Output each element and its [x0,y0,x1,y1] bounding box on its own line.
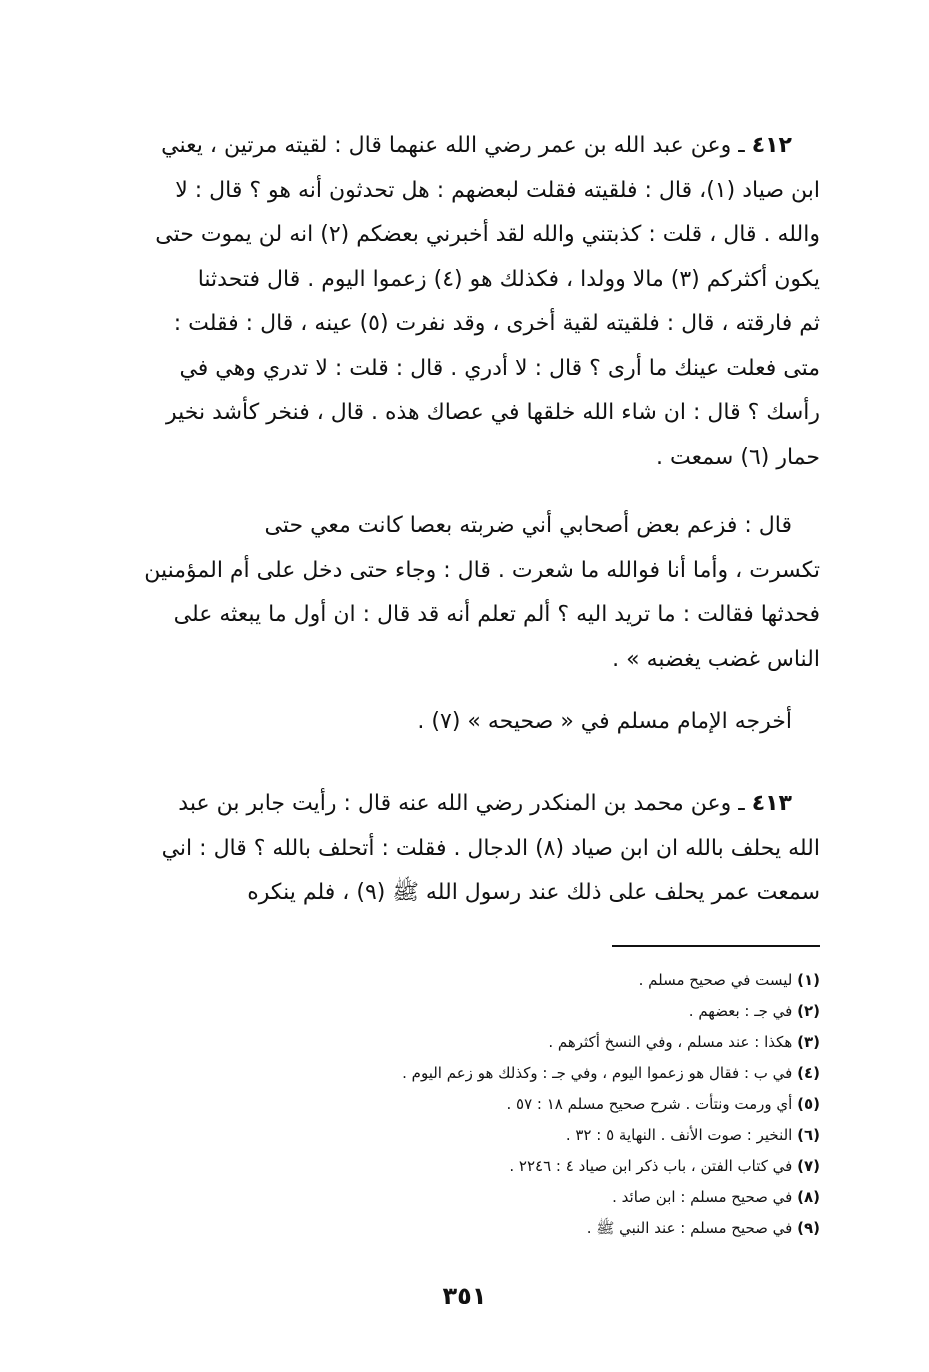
text-line: الله يحلف بالله ان ابن صياد (٨) الدجال . فقلت : أتحلف بالله ؟ قال : اني [161,835,820,861]
text-line: يكون أكثركم (٣) مالا وولدا ، فكذلك هو (٤) زعموا اليوم . قال فتحدثنا [197,266,820,292]
hadith-number: ٤١٣ [751,791,792,816]
text-line [138,782,820,827]
footnote [300,1182,820,1213]
footnote-text: ليست في صحيح مسلم . [638,971,793,989]
text-line: قال : فزعم بعض أصحابي أني ضربته بعصا كانت معي حتى [264,513,792,538]
paragraph-qal [138,504,820,682]
attribution-line: أخرجه الإمام مسلم في « صحيحه » (٧) . [417,709,792,734]
text-line: متى فعلت عينك ما أرى ؟ قال : لا أدري . قال : قلت : لا تدري وهي في [179,355,820,381]
footnote [300,965,820,996]
footnote-text: في كتاب الفتن ، باب ذكر ابن صياد ٤ : ٢٢٤٦ . [509,1157,793,1175]
text-line: رأسك ؟ قال : ان شاء الله خلقها في عصاك هذه . قال ، فنخر كأشد نخير [165,400,820,425]
footnote-text: في صحيح مسلم : ابن صائد . [612,1188,793,1206]
footnote [300,1151,820,1182]
footnote-separator [612,945,820,947]
hadith-412 [138,124,820,480]
footnote [300,1058,820,1089]
footnote [300,1089,820,1120]
text-line: حمار (٦) سمعت . [656,444,820,470]
footnote-number: (٨) [797,1188,820,1206]
footnote-text: في صحيح مسلم : عند النبي ﷺ . [586,1219,793,1237]
footnote-number: (١) [797,971,820,989]
text-span: ـ وعن عبد الله بن عمر رضي الله عنهما قال : لقيته مرتين ، يعني [161,133,745,158]
text-line: فحدثها فقالت : ما تريد اليه ؟ ألم تعلم أنه قد قال : ان أول ما يبعثه على [173,602,820,627]
text-line: الناس غضب يغضبه » . [612,646,820,672]
footnote-text: في جـ : بعضهم . [688,1002,793,1020]
text-line: ابن صياد (١)، قال : فلقيته فقلت لبعضهم : هل تحدثون أنه هو ؟ قال : لا [175,177,820,203]
footnote-text: في ب : فقال هو زعموا اليوم ، وفي جـ : وكذلك هو زعم اليوم . [402,1064,793,1082]
hadith-number: ٤١٢ [751,133,792,158]
footnote-number: (٢) [797,1002,820,1020]
footnote [300,1120,820,1151]
footnote [300,1027,820,1058]
footnote-number: (٥) [797,1095,820,1113]
attribution [138,700,820,745]
footnote-number: (٤) [797,1064,820,1082]
footnote [300,996,820,1027]
footnote [300,1213,820,1244]
text-line [138,124,820,169]
text-span: ـ وعن محمد بن المنكدر رضي الله عنه قال : رأيت جابر بن عبد [178,791,745,816]
footnote-text: النخير : صوت الأنف . النهاية ٥ : ٣٢ . [565,1126,793,1144]
footnote-number: (٣) [797,1033,820,1051]
text-line: تكسرت ، وأما أنا فوالله ما شعرت . قال : وجاء حتى دخل على أم المؤمنين [144,557,820,583]
footnote-text: هكذا : عند مسلم ، وفي النسخ أكثرهم . [548,1033,793,1051]
footnote-text: أي ورمت ونتأت . شرح صحيح مسلم ١٨ : ٥٧ . [506,1095,793,1113]
footnotes [300,965,820,1244]
hadith-413 [138,782,820,916]
footnote-number: (٧) [797,1157,820,1175]
text-line: ثم فارقته ، قال : فلقيته لقية أخرى ، وقد نفرت (٥) عينه ، قال : فقلت : [173,311,820,336]
text-line: والله . قال ، قلت : كذبتني والله لقد أخبرني بعضكم (٢) انه لن يموت حتى [155,222,820,247]
text-line: سمعت عمر يحلف على ذلك عند رسول الله ﷺ (٩) ، فلم ينكره [247,880,820,905]
page-number: ٣٥١ [442,1282,487,1310]
footnote-number: (٦) [797,1126,820,1144]
footnote-number: (٩) [797,1219,820,1237]
